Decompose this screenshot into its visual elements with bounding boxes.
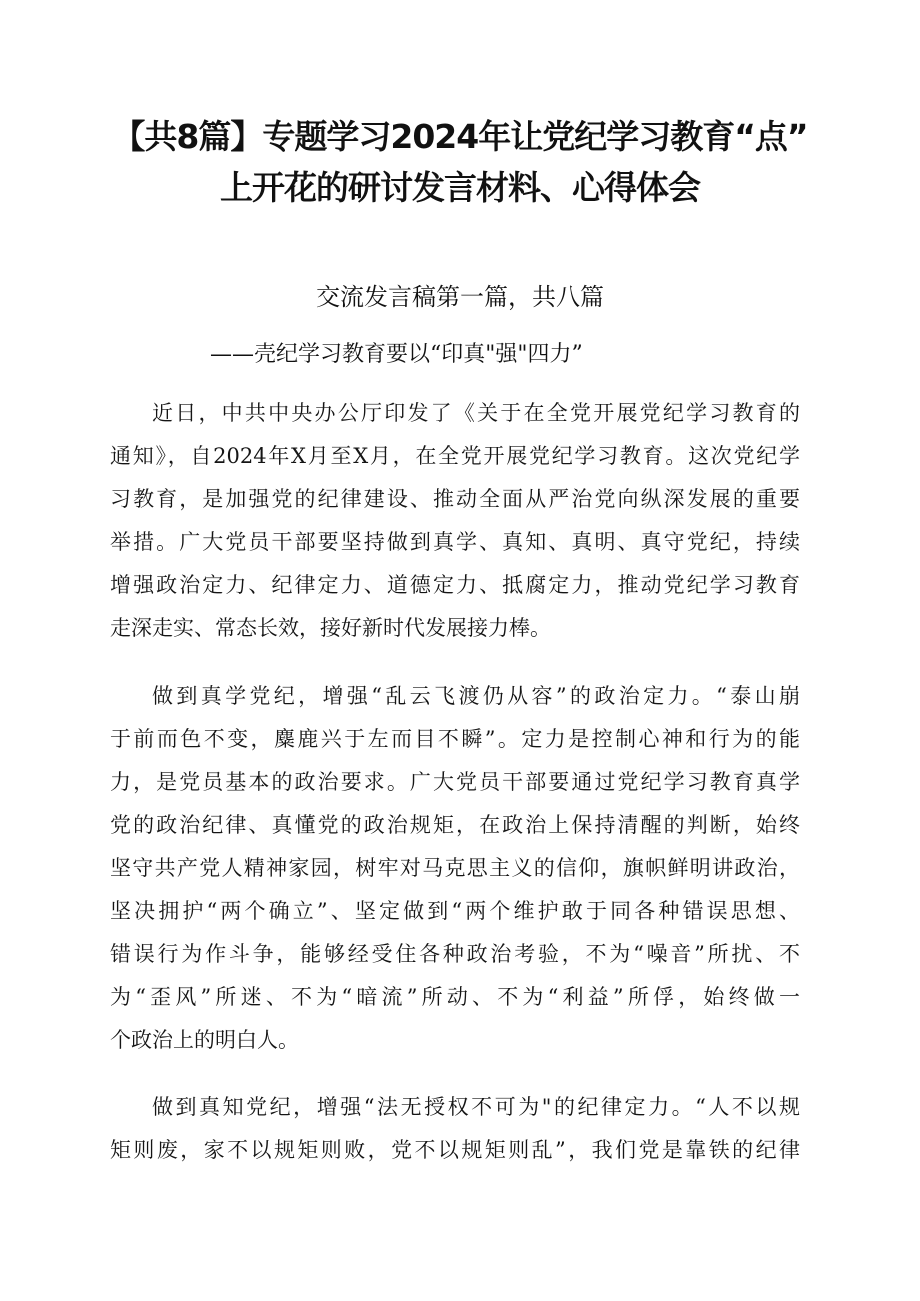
paragraph-line: 力，是党员基本的政治要求。广大党员干部要通过党纪学习教育真学 — [110, 770, 800, 794]
paragraph-line: 做到真学党纪，增强“乱云飞渡仍从容”的政治定力。“泰山崩 — [152, 684, 800, 708]
paragraph-line: 个政治上的明白人。 — [110, 1028, 299, 1052]
paragraph-line: 走深走实、常态长效，接好新时代发展接力棒。 — [110, 616, 551, 640]
paragraph-line: 为“歪风”所迷、不为“暗流”所动、不为“利益”所俘，始终做一 — [110, 985, 800, 1009]
document-title-line-2: 上开花的研讨发言材料、心得体会 — [220, 168, 700, 207]
section-heading: 交流发言稿第一篇，共八篇 — [316, 283, 604, 311]
paragraph-line: 举措。广大党员干部要坚持做到真学、真知、真明、真守党纪，持续 — [110, 530, 800, 554]
paragraph-line: 错误行为作斗争，能够经受住各种政治考验，不为“噪音”所扰、不 — [110, 942, 800, 966]
paragraph-line: 做到真知党纪，增强“法无授权不可为"的纪律定力。“人不以规 — [152, 1095, 800, 1119]
paragraph-line: 党的政治纪律、真懂党的政治规矩，在政治上保持清醒的判断，始终 — [110, 813, 800, 837]
paragraph-line: 坚守共产党人精神家园，树牢对马克思主义的信仰，旗帜鲜明讲政治， — [110, 856, 800, 880]
paragraph-line: 近日，中共中央办公厅印发了《关于在全党开展党纪学习教育的 — [152, 401, 800, 425]
document-title-line-1: 【共8篇】专题学习2024年让党纪学习教育“点” — [112, 117, 808, 156]
paragraph-line: 增强政治定力、纪律定力、道德定力、抵腐定力，推动党纪学习教育 — [110, 573, 800, 597]
paragraph-line: 习教育，是加强党的纪律建设、推动全面从严治党向纵深发展的重要 — [110, 487, 800, 511]
paragraph-line: 通知》，自2024年X月至X月，在全党开展党纪学习教育。这次党纪学 — [110, 444, 800, 468]
section-subtitle: ——壳纪学习教育要以“印真"强"四力” — [210, 342, 583, 367]
paragraph-line: 于前而色不变，麋鹿兴于左而目不瞬”。定力是控制心神和行为的能 — [110, 727, 800, 751]
paragraph-line: 坚决拥护“两个确立”、坚定做到“两个维护敢于同各种错误思想、 — [110, 899, 800, 923]
paragraph-line: 矩则废，家不以规矩则败，党不以规矩则乱”，我们党是靠铁的纪律 — [110, 1138, 800, 1162]
